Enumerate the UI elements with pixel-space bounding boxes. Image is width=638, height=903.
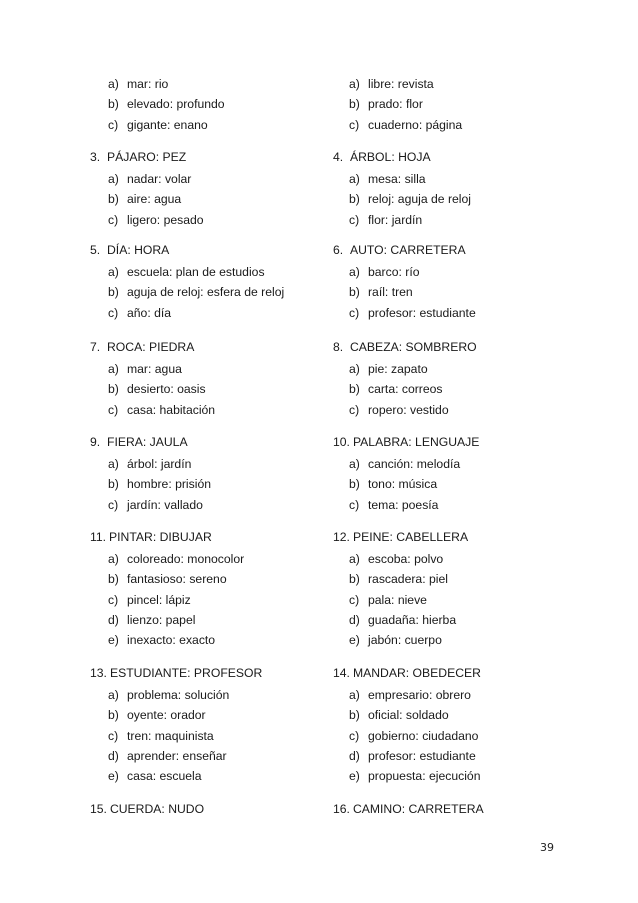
option-text: elevado: profundo <box>127 97 225 112</box>
option-text: pincel: lápiz <box>127 592 191 607</box>
option-text: escuela: plan de estudios <box>127 265 265 279</box>
option-letter: d) <box>108 612 119 627</box>
option-text: tono: música <box>368 477 438 492</box>
option-letter: b) <box>108 708 119 723</box>
option-letter: a) <box>349 265 360 279</box>
option-letter: c) <box>349 117 360 132</box>
option-text: gobierno: ciudadano <box>368 728 479 743</box>
question-heading <box>90 530 212 544</box>
option-text: flor: jardín <box>368 212 423 227</box>
option-text: oficial: soldado <box>368 708 449 723</box>
question-number: 3. <box>90 150 101 164</box>
option-text: barco: río <box>368 265 420 279</box>
question-title: ROCA: PIEDRA <box>107 340 195 354</box>
option-letter: b) <box>108 477 119 492</box>
question-heading <box>90 666 262 680</box>
option-letter: c) <box>108 592 119 607</box>
option-letter: b) <box>108 382 119 397</box>
option-text: año: día <box>127 305 172 320</box>
option-letter: c) <box>108 305 119 320</box>
question-number: 5. <box>90 243 101 257</box>
option-text: mar: agua <box>127 362 182 376</box>
option-text: casa: habitación <box>127 402 216 417</box>
option-text: mesa: silla <box>368 172 426 186</box>
option-text: aprender: enseñar <box>127 748 227 763</box>
option-text: guadaña: hierba <box>368 612 457 627</box>
option-text: aire: agua <box>127 192 182 207</box>
option-letter: e) <box>349 633 360 648</box>
option-text: fantasioso: sereno <box>127 572 227 587</box>
option-letter: c) <box>349 212 360 227</box>
option-text: profesor: estudiante <box>368 305 476 320</box>
option-letter: d) <box>349 612 360 627</box>
question-heading <box>333 435 479 449</box>
question-number: 4. <box>333 150 344 164</box>
option-letter: a) <box>349 457 360 471</box>
option-letter: a) <box>349 77 360 91</box>
option-letter: e) <box>108 769 119 784</box>
option-text: nadar: volar <box>127 172 192 186</box>
option-letter: c) <box>349 497 360 512</box>
option-text: propuesta: ejecución <box>368 769 481 784</box>
option-letter: c) <box>349 402 360 417</box>
option-text: libre: revista <box>368 77 434 91</box>
option-letter: a) <box>108 77 119 91</box>
option-letter: a) <box>108 457 119 471</box>
question-number: 14. <box>333 666 350 680</box>
option-text: ropero: vestido <box>368 402 449 417</box>
option-text: árbol: jardín <box>127 457 192 471</box>
option-text: pie: zapato <box>368 362 428 376</box>
option-text: carta: correos <box>368 382 443 397</box>
option-text: cuaderno: página <box>368 117 463 132</box>
option-letter: a) <box>349 172 360 186</box>
option-text: problema: solución <box>127 688 230 702</box>
question-number: 8. <box>333 340 344 354</box>
option-text: profesor: estudiante <box>368 748 476 763</box>
question-number: 6. <box>333 243 344 257</box>
question-title: PEINE: CABELLERA <box>352 530 469 544</box>
option-letter: e) <box>349 769 360 784</box>
option-text: oyente: orador <box>127 708 206 723</box>
option-text: coloreado: monocolor <box>127 552 245 566</box>
option-text: raíl: tren <box>368 285 413 300</box>
option-letter: d) <box>108 748 119 763</box>
question-title: CAMINO: CARRETERA <box>352 802 484 816</box>
question-title: PALABRA: LENGUAJE <box>352 435 480 449</box>
option-text: lienzo: papel <box>127 612 196 627</box>
question-title: MANDAR: OBEDECER <box>352 666 481 680</box>
page-number: 39 <box>540 841 554 854</box>
option-letter: b) <box>349 97 360 112</box>
option-letter: b) <box>108 97 119 112</box>
option-letter: c) <box>108 117 119 132</box>
option-text: hombre: prisión <box>127 477 211 492</box>
option-letter: c) <box>108 497 119 512</box>
option-letter: c) <box>108 402 119 417</box>
option-letter: b) <box>349 382 360 397</box>
option-text: inexacto: exacto <box>127 633 216 648</box>
question-number: 7. <box>90 340 101 354</box>
option-letter: a) <box>349 362 360 376</box>
question-number: 11. <box>90 530 107 544</box>
option-text: rascadera: piel <box>368 572 448 587</box>
question-number: 13. <box>90 666 107 680</box>
question-number: 15. <box>90 802 107 816</box>
question-title: PINTAR: DIBUJAR <box>109 530 212 544</box>
option-text: empresario: obrero <box>368 688 471 702</box>
question-number: 16. <box>333 802 350 816</box>
option-text: mar: rio <box>127 77 169 91</box>
option-text: gigante: enano <box>127 117 208 132</box>
question-title: FIERA: JAULA <box>107 435 188 449</box>
option-letter: a) <box>108 362 119 376</box>
option-letter: a) <box>108 688 119 702</box>
option-letter: b) <box>349 708 360 723</box>
question-heading <box>333 530 468 544</box>
option-letter: a) <box>349 688 360 702</box>
question-title: CUERDA: NUDO <box>109 802 205 816</box>
option-text: tema: poesía <box>368 497 439 512</box>
option-letter: b) <box>108 192 119 207</box>
option-text: ligero: pesado <box>127 212 204 227</box>
question-heading <box>333 666 481 680</box>
option-letter: c) <box>108 212 119 227</box>
question-heading <box>90 802 204 816</box>
option-letter: c) <box>349 305 360 320</box>
option-letter: a) <box>108 172 119 186</box>
option-letter: b) <box>349 285 360 300</box>
option-letter: b) <box>349 572 360 587</box>
option-letter: c) <box>349 592 360 607</box>
option-text: tren: maquinista <box>127 728 214 743</box>
question-number: 10. <box>333 435 350 449</box>
option-letter: a) <box>108 552 119 566</box>
option-letter: d) <box>349 748 360 763</box>
option-text: jabón: cuerpo <box>368 633 442 648</box>
question-title: DÍA: HORA <box>107 243 170 257</box>
option-letter: c) <box>349 728 360 743</box>
option-text: escoba: polvo <box>368 552 444 566</box>
question-title: CABEZA: SOMBRERO <box>350 340 477 354</box>
option-letter: c) <box>108 728 119 743</box>
question-title: PÁJARO: PEZ <box>107 150 187 164</box>
option-text: pala: nieve <box>368 592 427 607</box>
option-letter: a) <box>349 552 360 566</box>
option-text: aguja de reloj: esfera de reloj <box>127 285 285 300</box>
option-letter: b) <box>108 572 119 587</box>
option-text: prado: flor <box>368 97 423 112</box>
option-text: reloj: aguja de reloj <box>368 192 471 207</box>
option-letter: b) <box>108 285 119 300</box>
question-title: ESTUDIANTE: PROFESOR <box>109 666 263 680</box>
option-letter: b) <box>349 477 360 492</box>
question-number: 9. <box>90 435 101 449</box>
option-letter: a) <box>108 265 119 279</box>
option-letter: e) <box>108 633 119 648</box>
option-text: canción: melodía <box>368 457 461 471</box>
question-title: AUTO: CARRETERA <box>350 243 466 257</box>
question-number: 12. <box>333 530 350 544</box>
option-text: desierto: oasis <box>127 382 206 397</box>
question-title: ÁRBOL: HOJA <box>350 150 431 164</box>
option-text: jardín: vallado <box>127 497 203 512</box>
question-heading <box>333 802 484 816</box>
option-text: casa: escuela <box>127 769 202 784</box>
option-letter: b) <box>349 192 360 207</box>
